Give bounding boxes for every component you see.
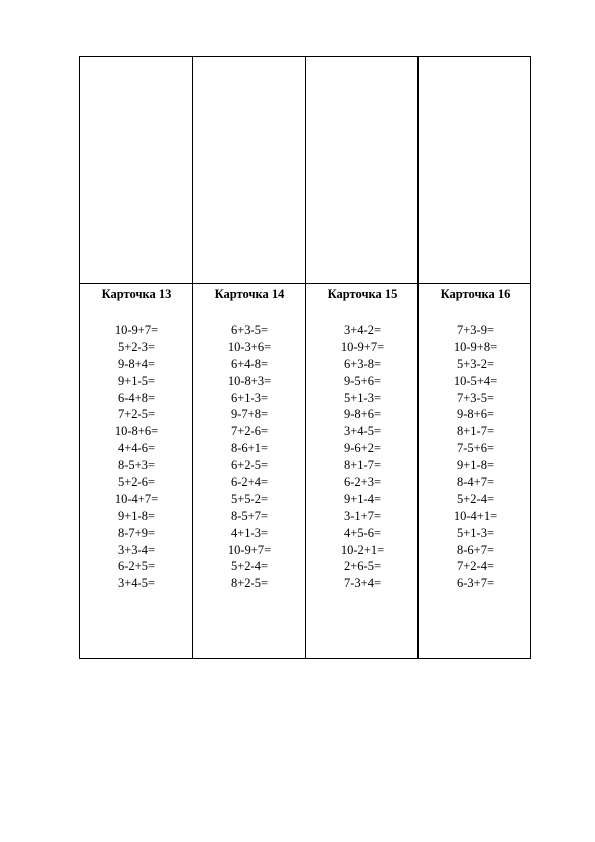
- expression-item: 6+2-5=: [230, 458, 268, 473]
- expression-item: 5+5-2=: [230, 491, 268, 506]
- expression-item: 4+4-6=: [117, 441, 155, 456]
- expression-list: [80, 322, 193, 592]
- expression-item: 9+1-8=: [117, 508, 155, 523]
- expression-item: 10-2+1=: [340, 542, 385, 557]
- expression-item: 6-2+4=: [230, 475, 268, 490]
- card-16: [419, 285, 532, 592]
- card-title: Карточка 14: [214, 287, 285, 301]
- expression-item: 5+1-3=: [343, 390, 381, 405]
- expression-item: 7-5+6=: [456, 441, 494, 456]
- expression-item: 7-3+4=: [343, 576, 381, 591]
- expression-item: 5+3-2=: [456, 356, 494, 371]
- expression-item: 9-8+6=: [456, 407, 494, 422]
- expression-item: 10-5+4=: [453, 373, 498, 388]
- expression-item: 8+1-7=: [456, 424, 494, 439]
- expression-item: 10-8+3=: [227, 373, 272, 388]
- card-14: [193, 285, 306, 592]
- expression-item: 8-6+1=: [230, 441, 268, 456]
- expression-item: 8-5+3=: [117, 458, 155, 473]
- card-title: Карточка 16: [440, 287, 511, 301]
- expression-item: 6-2+5=: [117, 559, 155, 574]
- expression-list: [193, 322, 306, 592]
- expression-item: 7+3-9=: [456, 323, 494, 337]
- expression-item: 9-7+8=: [230, 407, 268, 422]
- expression-item: 7+3-5=: [456, 390, 494, 405]
- expression-item: 8-5+7=: [230, 508, 268, 523]
- card-title: Карточка 13: [101, 287, 172, 301]
- expression-item: 4+5-6=: [343, 525, 381, 540]
- expression-item: 5+2-6=: [117, 475, 155, 490]
- expression-item: 10-9+7=: [340, 339, 385, 354]
- expression-item: 7+2-4=: [456, 559, 494, 574]
- expression-item: 10-3+6=: [227, 339, 272, 354]
- expression-item: 8-6+7=: [456, 542, 494, 557]
- card-title: Карточка 15: [327, 287, 398, 301]
- expression-item: 7+2-5=: [117, 407, 155, 422]
- expression-item: 10-4+7=: [114, 491, 159, 506]
- expression-item: 6+1-3=: [230, 390, 268, 405]
- expression-item: 8+1-7=: [343, 458, 381, 473]
- expression-item: 5+2-4=: [456, 491, 494, 506]
- cards-table: [79, 56, 531, 659]
- expression-item: 6+3-5=: [230, 323, 268, 337]
- expression-item: 10-8+6=: [114, 424, 159, 439]
- card-13: [80, 285, 193, 592]
- expression-item: 3+4-5=: [343, 424, 381, 439]
- expression-item: 3+4-5=: [117, 576, 155, 591]
- expression-item: 10-9+8=: [453, 339, 498, 354]
- expression-item: 3-1+7=: [343, 508, 381, 523]
- expression-item: 5+2-3=: [117, 339, 155, 354]
- expression-item: 5+2-4=: [230, 559, 268, 574]
- expression-item: 10-4+1=: [453, 508, 498, 523]
- expression-item: 9-6+2=: [343, 441, 381, 456]
- expression-item: 3+4-2=: [343, 323, 381, 337]
- expression-item: 10-9+7=: [227, 542, 272, 557]
- expression-item: 9-8+4=: [117, 356, 155, 371]
- expression-item: 6-3+7=: [456, 576, 494, 591]
- expression-item: 6-2+3=: [343, 475, 381, 490]
- expression-item: 9-5+6=: [343, 373, 381, 388]
- expression-item: 5+1-3=: [456, 525, 494, 540]
- expression-item: 9+1-4=: [343, 491, 381, 506]
- expression-item: 8-7+9=: [117, 525, 155, 540]
- expression-item: 10-9+7=: [114, 323, 159, 337]
- card-15: [306, 285, 419, 592]
- expression-item: 7+2-6=: [230, 424, 268, 439]
- expression-item: 3+3-4=: [117, 542, 155, 557]
- expression-item: 8+2-5=: [230, 576, 268, 591]
- expression-item: 9+1-5=: [117, 373, 155, 388]
- expression-item: 6-4+8=: [117, 390, 155, 405]
- expression-item: 6+3-8=: [343, 356, 381, 371]
- expression-list: [306, 322, 419, 592]
- expression-item: 9+1-8=: [456, 458, 494, 473]
- expression-item: 6+4-8=: [230, 356, 268, 371]
- expression-item: 4+1-3=: [230, 525, 268, 540]
- row-divider: [80, 283, 530, 284]
- expression-item: 2+6-5=: [343, 559, 381, 574]
- expression-item: 8-4+7=: [456, 475, 494, 490]
- expression-list: [419, 322, 532, 592]
- expression-item: 9-8+6=: [343, 407, 381, 422]
